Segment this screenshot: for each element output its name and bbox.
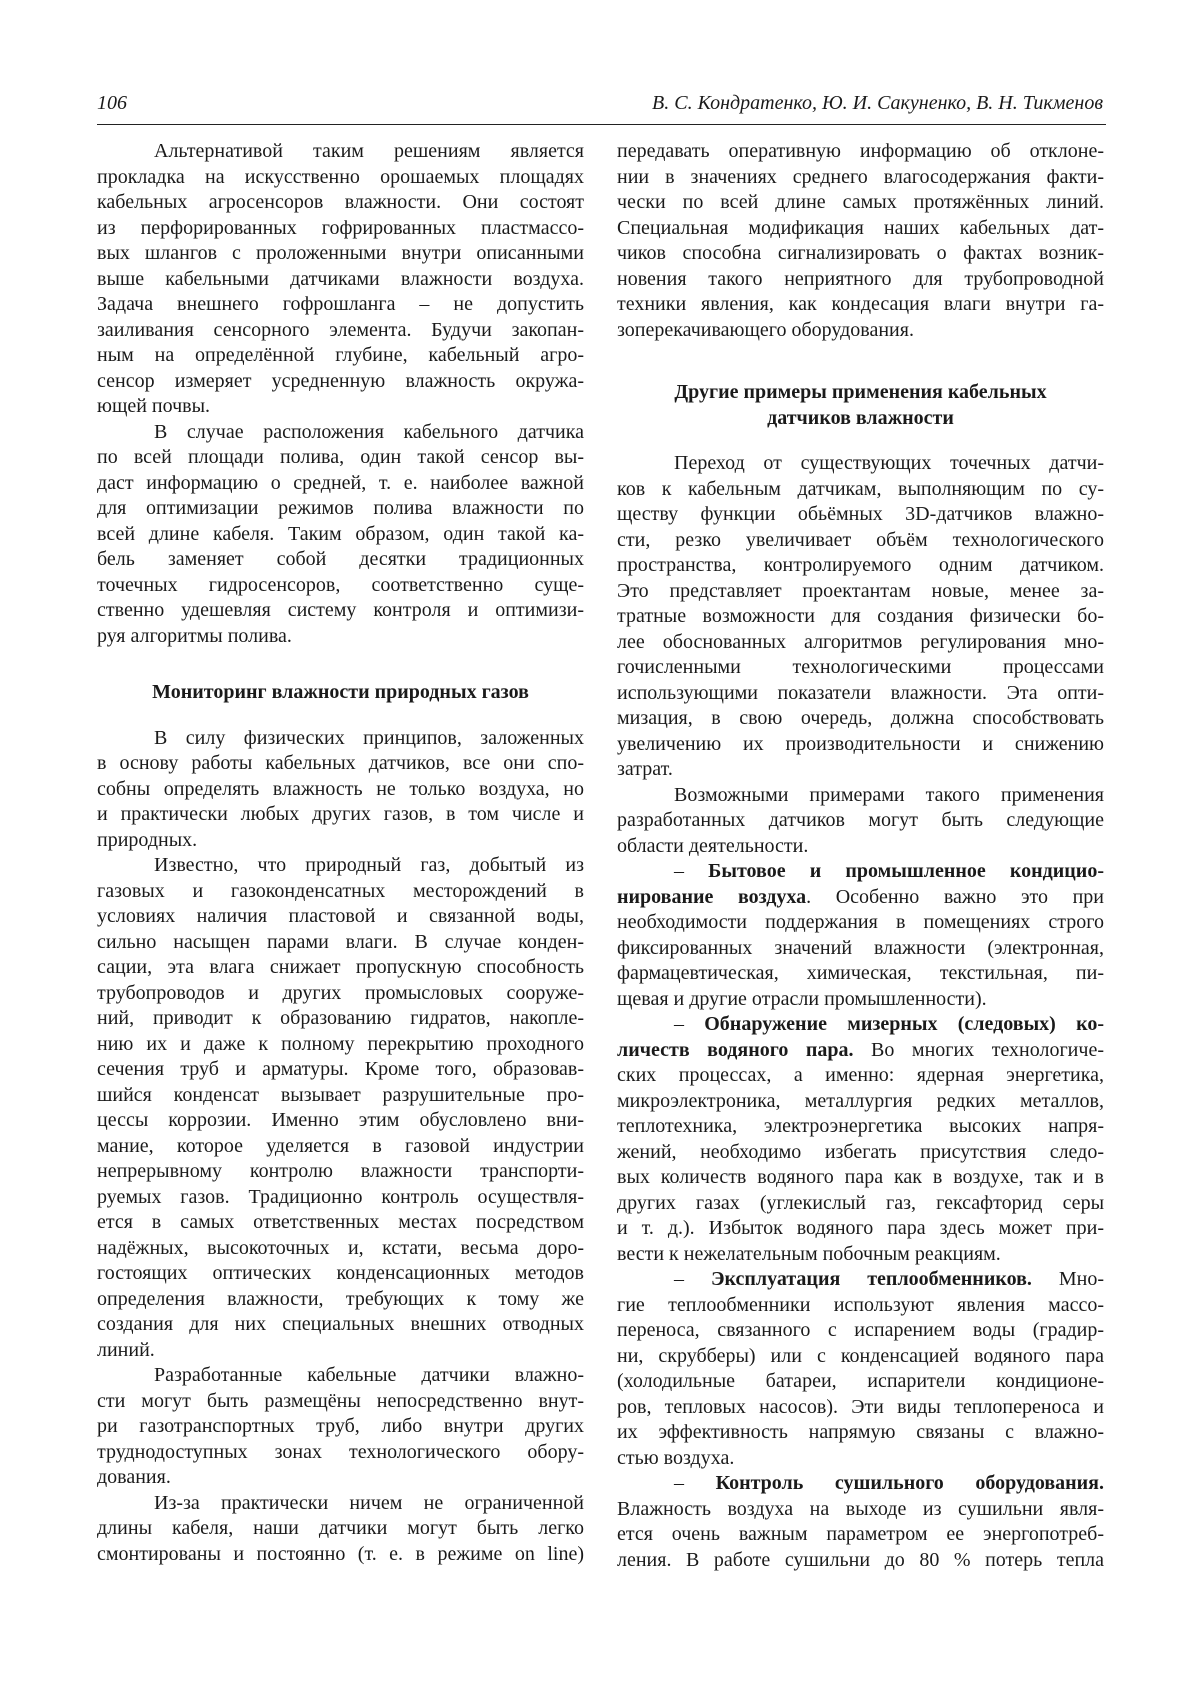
text-line: трубопроводов и других промысловых сооруже- [97,981,584,1007]
text-line [617,1012,1104,1038]
text-run: – [674,860,708,882]
text-line: мание, которое уделяется в газовой индустрии [97,1134,584,1160]
text-line: Специальная модификация наших кабельных дат- [617,216,1104,242]
text-line: ний, приводит к образованию гидратов, накопле- [97,1006,584,1032]
text-line: (холодильные батареи, испарители кондиционе- [617,1369,1104,1395]
text-line: линий. [97,1338,584,1364]
text-line: бель заменяет собой десятки традиционных [97,547,584,573]
paragraph [97,420,584,650]
text-line: микроэлектроника, металлургия редких металлов, [617,1089,1104,1115]
text-line: ров, тепловых насосов). Эти виды теплопереноса и [617,1395,1104,1421]
text-line: условиях наличия пластовой и связанной воды, [97,904,584,930]
paragraph [97,853,584,1363]
text-line: длины кабеля, наши датчики могут быть легко [97,1516,584,1542]
text-line: Альтернативой таким решениям является [97,139,584,165]
text-line [617,1038,1104,1064]
text-line: заиливания сенсорного элемента. Будучи закопан- [97,318,584,344]
text-line: нию их и даже к полному перекрытию проходного [97,1032,584,1058]
paragraph [97,139,584,420]
running-header-authors: В. С. Кондратенко, Ю. И. Сакуненко, В. Н. Тикменов [652,92,1103,115]
text-line: по всей площади полива, один такой сенсор вы- [97,445,584,471]
text-line: кабельных агросенсоров влажности. Они состоят [97,190,584,216]
paragraph [617,139,1104,343]
text-line: гие теплообменники используют явления массо- [617,1293,1104,1319]
text-line: нии в значениях среднего влагосодержания факти- [617,165,1104,191]
text-run: – [674,1013,704,1035]
text-line: ления. В работе сушильни до 80 % потерь тепла [617,1548,1104,1574]
text-line: чиков способна сигнализировать о фактах возник- [617,241,1104,267]
text-line: их эффективность напрямую связаны с влажно- [617,1420,1104,1446]
text-line: фармацевтическая, химическая, текстильная, пи- [617,961,1104,987]
text-line: ственно удешевляя систему контроля и оптимизи- [97,598,584,624]
text-line: ется очень важным параметром ее энергопотреб- [617,1522,1104,1548]
text-line: ских процессах, а именно: ядерная энергетика, [617,1063,1104,1089]
text-line: ется в самых ответственных местах посредством [97,1210,584,1236]
paragraph [97,1363,584,1491]
bold-run: нирование воздуха [617,886,806,908]
text-line: сации, эта влага снижает пропускную способность [97,955,584,981]
bold-run: Обнаружение мизерных (следовых) ко- [704,1013,1104,1035]
heading-line: Мониторинг влажности природных газов [97,680,584,706]
text-line: ным на определённой глубине, кабельный агро- [97,343,584,369]
text-line: мизация, в свою очередь, должна способствовать [617,706,1104,732]
paragraph [617,1267,1104,1471]
text-line: сти могут быть размещёны непосредственно внут- [97,1389,584,1415]
text-line: стью воздуха. [617,1446,1104,1472]
bold-run: Эксплуатация теплообменников. [711,1268,1032,1290]
text-line: всей длине кабеля. Таким образом, один такой ка- [97,522,584,548]
text-line: сильно насыщен парами влаги. В случае конден- [97,930,584,956]
page-number: 106 [97,92,127,115]
text-line: руя алгоритмы полива. [97,624,584,650]
header-rule [97,124,1106,125]
text-line [617,1267,1104,1293]
text-line: новения такого неприятного для трубопроводной [617,267,1104,293]
heading-line: датчиков влажности [617,406,1104,432]
heading-line: Другие примеры применения кабельных [617,380,1104,406]
text-line: использующими показатели влажности. Эта опти- [617,681,1104,707]
text-line: гочисленными технологическими процессами [617,655,1104,681]
text-line: шийся конденсат вызывает разрушительные про- [97,1083,584,1109]
text-line: из перфорированных гофрированных пластмассо- [97,216,584,242]
text-line: вых шлангов с проложенными внутри описанными [97,241,584,267]
text-line: жений, необходимо избегать присутствия следо- [617,1140,1104,1166]
section-heading [617,380,1104,431]
text-run: – [674,1268,711,1290]
text-line: гостоящих оптических конденсационных методов [97,1261,584,1287]
text-line: ри газотранспортных труб, либо внутри других [97,1414,584,1440]
text-line: ни, скрубберы) или с конденсацией водяного пара [617,1344,1104,1370]
paragraph [617,1471,1104,1573]
text-line: дования. [97,1465,584,1491]
text-line: теплотехника, электроэнергетика высоких напря- [617,1114,1104,1140]
text-line: создания для них специальных внешних отводных [97,1312,584,1338]
text-line: передавать оперативную информацию об отклоне- [617,139,1104,165]
text-run: . Особенно важно это при [806,886,1104,908]
text-line: сенсор измеряет усредненную влажность окружа- [97,369,584,395]
text-line: непрерывному контролю влажности транспорти- [97,1159,584,1185]
text-line [617,885,1104,911]
text-line [617,1471,1104,1497]
text-line: сечения труб и арматуры. Кроме того, образовав- [97,1057,584,1083]
text-line: чески по всей длине самых протяжённых линий. [617,190,1104,216]
paragraph [617,859,1104,1012]
text-line: руемых газов. Традиционно контроль осуществля- [97,1185,584,1211]
text-line: лее обоснованных алгоритмов регулирования мно- [617,630,1104,656]
text-run: Мно- [1032,1268,1104,1290]
paragraph [617,783,1104,860]
text-line: щевая и другие отрасли промышленности). [617,987,1104,1013]
bold-run: личеств водяного пара. [617,1039,854,1061]
text-line: даст информацию о средней, т. е. наиболее важной [97,471,584,497]
text-line: Из-за практически ничем не ограниченной [97,1491,584,1517]
text-line: других газах (углекислый газ, гексафторид серы [617,1191,1104,1217]
right-column [617,139,1104,1573]
text-line: ществу функции обьёмных 3D-датчиков влажно- [617,502,1104,528]
text-line: смонтированы и постоянно (т. е. в режиме on line) [97,1542,584,1568]
paragraph [97,726,584,854]
text-line: цессы коррозии. Именно этим обусловлено вни- [97,1108,584,1134]
text-line: и т. д.). Избыток водяного пара здесь может при- [617,1216,1104,1242]
bold-run: Бытовое и промышленное кондицио- [708,860,1104,882]
text-line: вести к нежелательным побочным реакциям. [617,1242,1104,1268]
paragraph [617,1012,1104,1267]
text-line: техники явления, как кондесация влаги внутри га- [617,292,1104,318]
text-line: для оптимизации режимов полива влажности по [97,496,584,522]
text-line: определения влажности, требующих к тому же [97,1287,584,1313]
text-line: труднодоступных зонах технологического обору- [97,1440,584,1466]
text-line [617,859,1104,885]
text-line: ков к кабельным датчикам, выполняющим по су- [617,477,1104,503]
text-line: необходимости поддержания в помещениях строго [617,910,1104,936]
text-line: области деятельности. [617,834,1104,860]
text-line: увеличению их производительности и снижению [617,732,1104,758]
text-line: фиксированных значений влажности (электронная, [617,936,1104,962]
text-line: ющей почвы. [97,394,584,420]
paragraph [97,1491,584,1568]
text-line: вых количеств водяного пара как в воздухе, так и в [617,1165,1104,1191]
text-line: выше кабельными датчиками влажности воздуха. [97,267,584,293]
text-line: В случае расположения кабельного датчика [97,420,584,446]
text-line: Известно, что природный газ, добытый из [97,853,584,879]
text-line: пространства, контролируемого одним датчиком. [617,553,1104,579]
text-line: точечных гидросенсоров, соответственно суще- [97,573,584,599]
text-line: надёжных, высокоточных и, кстати, весьма доро- [97,1236,584,1262]
bold-run: Контроль сушильного оборудования. [716,1472,1104,1494]
text-line: в основу работы кабельных датчиков, все они спо- [97,751,584,777]
text-line: Задача внешнего гофрошланга – не допустить [97,292,584,318]
text-line: разработанных датчиков могут быть следующие [617,808,1104,834]
text-run: – [674,1472,716,1494]
text-line: зоперекачивающего оборудования. [617,318,1104,344]
text-line: прокладка на искусственно орошаемых площадях [97,165,584,191]
text-line: Разработанные кабельные датчики влажно- [97,1363,584,1389]
text-line: сти, резко увеличивает объём технологического [617,528,1104,554]
text-line: Переход от существующих точечных датчи- [617,451,1104,477]
text-line: собны определять влажность не только воздуха, но [97,777,584,803]
left-column [97,139,584,1567]
text-line: природных. [97,828,584,854]
paragraph [617,451,1104,783]
section-heading [97,680,584,706]
text-line: и практически любых других газов, в том числе и [97,802,584,828]
text-run: Во многих технологиче- [854,1039,1104,1061]
text-line: переноса, связанного с испарением воды (градир- [617,1318,1104,1344]
text-line: Влажность воздуха на выходе из сушильни явля- [617,1497,1104,1523]
text-line: газовых и газоконденсатных месторождений в [97,879,584,905]
text-line: тратные возможности для создания физически бо- [617,604,1104,630]
text-line: затрат. [617,757,1104,783]
text-line: Возможными примерами такого применения [617,783,1104,809]
text-line: В силу физических принципов, заложенных [97,726,584,752]
text-line: Это представляет проектантам новые, менее за- [617,579,1104,605]
